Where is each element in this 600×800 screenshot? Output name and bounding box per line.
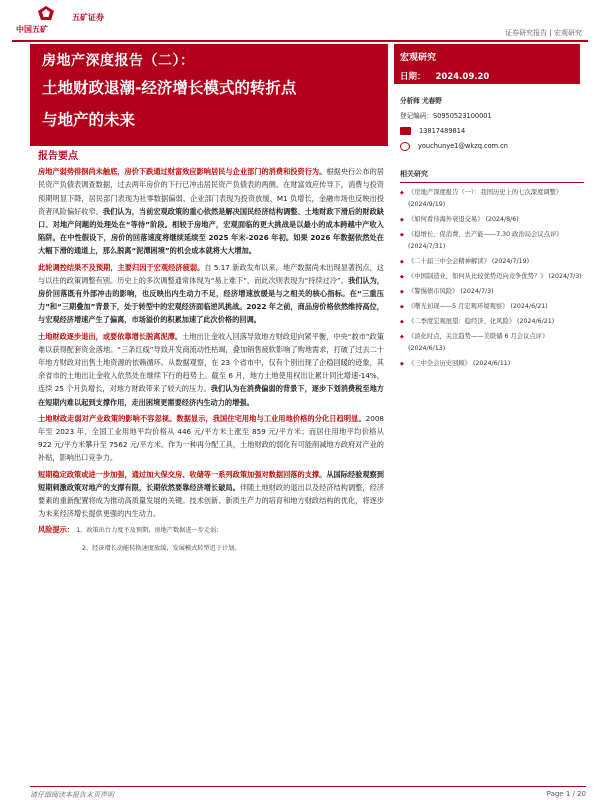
title-band	[30, 44, 388, 146]
risk-warning	[38, 523, 384, 554]
related-item[interactable]: ◆ 《中国制造业，如何从比较优势迈向竞争优势？》 (2024/7/3)	[400, 271, 584, 283]
title-line-2: 土地财政退潮-经济增长模式的转折点	[42, 79, 297, 97]
related-item[interactable]: ◆ 《警惕债市风险》 (2024/7/3)	[400, 286, 584, 298]
page-number: Page 1 / 20	[546, 790, 586, 798]
side-header	[394, 44, 580, 84]
related-item[interactable]: ◆ 《三中全会历史回顾》 (2024/6/11)	[400, 358, 584, 370]
analyst-phone: 13817489814	[400, 126, 580, 137]
related-item[interactable]: ◆ 《曙光初现——5 月宏观环境观察》 (2024/6/21)	[400, 301, 584, 313]
header-divider	[12, 40, 588, 42]
title-line-3: 与地产的未来	[42, 111, 136, 129]
related-heading: 相关研究	[400, 168, 584, 183]
section-title: 报告要点	[38, 151, 78, 162]
risk-item-1: 1、政策出台力度不及预期，房地产数据进一步走弱；	[76, 527, 223, 535]
report-body	[38, 150, 384, 555]
report-type: 证券研究报告 | 宏观研究	[505, 29, 582, 37]
paragraph-4: 土地财政走弱对产业政策的影响不容忽视。数据显示，我国住宅用地与工业用地价格的分化日趋明显。2008 年至 2023 年，全国工业用地平均价格从 446 元/平方米上涨至 859 元/平方米；而居住用地平均价格从 922 元/平方米攀升至 7562 元/平方米。作为一种再分配工具，土地财政的弱化有可能削减地方政府对产业的补贴，影响出口竞争力。	[38, 413, 384, 463]
report-category: 宏观研究	[400, 53, 437, 63]
related-item[interactable]: ◆ 《二季度宏观展望：稳经济、化风险》 (2024/6/21)	[400, 316, 584, 328]
page-footer	[30, 786, 586, 799]
wukuang-logo-icon	[38, 6, 54, 20]
risk-label: 风险提示：	[38, 525, 74, 535]
phone-icon	[400, 127, 411, 135]
analyst-email[interactable]: youchunye1@wkzq.com.cn	[400, 141, 580, 152]
analyst-name: 分析师 尤春野	[400, 97, 442, 105]
paragraph-1: 房地产弱势徘徊尚未触底，房价下跌通过财富效应影响居民与企业部门的消费和投资行为。根据央行公布的居民资产负债表调查数据，过去两年房价的下行已冲击居民资产负债表的两侧。在财富效应传导下，消费与投资预期明显下降，居民部门表现为社零数据偏弱、企业部门表现为投资放缓、M1 负增长，金融市场也反映出投资者风险偏好收窄。我们认为，当前宏观政策的重心依然是解决国民经济结构调整、土地财政下滑后的财政缺口、对地产问题的处理处在“等待”阶段。相较于房地产，宏观面临的更大挑战是以最小的成本跨越中产收入陷阱。在中性假设下，房价的回落速度将继续延续至 2025 年末-2026 年初。如果 2026 年数据依然处在大幅下滑的通道上，那么脱离“泥潭困境”的机会成本就将大大增加。	[38, 167, 384, 256]
analyst-registration: 登记编码：S0950523100001	[400, 112, 492, 120]
paragraph-5: 短期稳定政策或进一步加强，通过加大保交房、收储等一系列政策加强对数据回落的支撑。从国际经验观察到短期刺激政策对地产的支撑有限，长期依然要靠经济增长破局。伴随土地财政的退出以及经济结构调整，经济要素的重新配置将成为推动高质量发展的关键。技术创新、新质生产力的培育和地方财政结构的优化，将逐步为未来经济增长提供更强的内生动力。	[38, 469, 384, 519]
risk-item-2: 2、经济增长动能转换速度放缓，发展模式转型迟于计划。	[82, 544, 241, 552]
related-item[interactable]: ◆ 《稳增长、促消费、去产能——7.30 政治局会议点评》 (2024/7/31)	[400, 229, 584, 253]
email-icon	[400, 142, 410, 151]
paragraph-3: 土地财政逐步退出，或要依靠增长脱离泥潭。土地出让金收入回落导致地方财政迎向紧平衡，中央“救市”政策难以获得配套资金落地。“三条红线”导致开发商流动性枯竭，叠加销售疲软影响了购地需求，打破了过去二十年地方财政对出售土地资源的依赖循环。从数据观察，在 23 个省市中，仅有个别出现了企稳回暖的迹象，其余省市的土地出让金收入依然处在继续下行的趋势上。截至 6 月，地方土地使用权出让累计同比增速-14%，连续 25 个月负增长，对地方财政带来了较大的压力。我们认为在消费偏弱的背景下，逐步下划消费税至地方在短期内难以起到支撑作用，走出困境更需要经济内生动力的增强。	[38, 331, 384, 407]
company-logo	[12, 4, 122, 36]
logo-cn-text: 中国五矿	[16, 25, 48, 34]
related-research	[400, 168, 584, 373]
related-item[interactable]: ◆ 《淡化时点，关注趋势——美联储 6 月会议点评》 (2024/6/13)	[400, 331, 584, 355]
related-item[interactable]: ◆ 《房地产深度报告（一）：我国历史上的七次深度调整》 (2024/9/19)	[400, 187, 584, 211]
report-date: 日期： 2024.09.20	[400, 72, 490, 82]
related-item[interactable]: ◆ 《二十届三中全会精神解读》 (2024/7/19)	[400, 256, 584, 268]
logo-brand-text: 五矿证券	[72, 13, 104, 22]
footer-disclaimer: 请仔细阅读本报告末页声明	[30, 791, 114, 799]
related-item[interactable]: ◆ 《如何看待海外衰退交易》 (2024/8/6)	[400, 214, 584, 226]
title-line-1: 房地产深度报告（二）：	[42, 53, 195, 69]
analyst-info	[400, 96, 580, 156]
paragraph-2: 此轮调控结果不及预期，主要归因于宏观经济疲弱。自 5.17 新政发布以来，地产数据尚未出现显著拐点，这与以往的政策调整有别。历史上的多次调整通常体现为“易上难下”，而此次则表现为“持续过冷”。我们认为，房价回落既有外部冲击的影响，也反映出内生动力不足，经济增速放缓是与之相关的核心指标。在“三重压力”和“三期叠加”背景下，处于转型中的宏观经济面临逆风挑战。2022 年之前，商品房价格依然维持高位，与宏观经济增速产生了偏离，市场溢价的积累加速了此次价格的回调。	[38, 262, 384, 325]
